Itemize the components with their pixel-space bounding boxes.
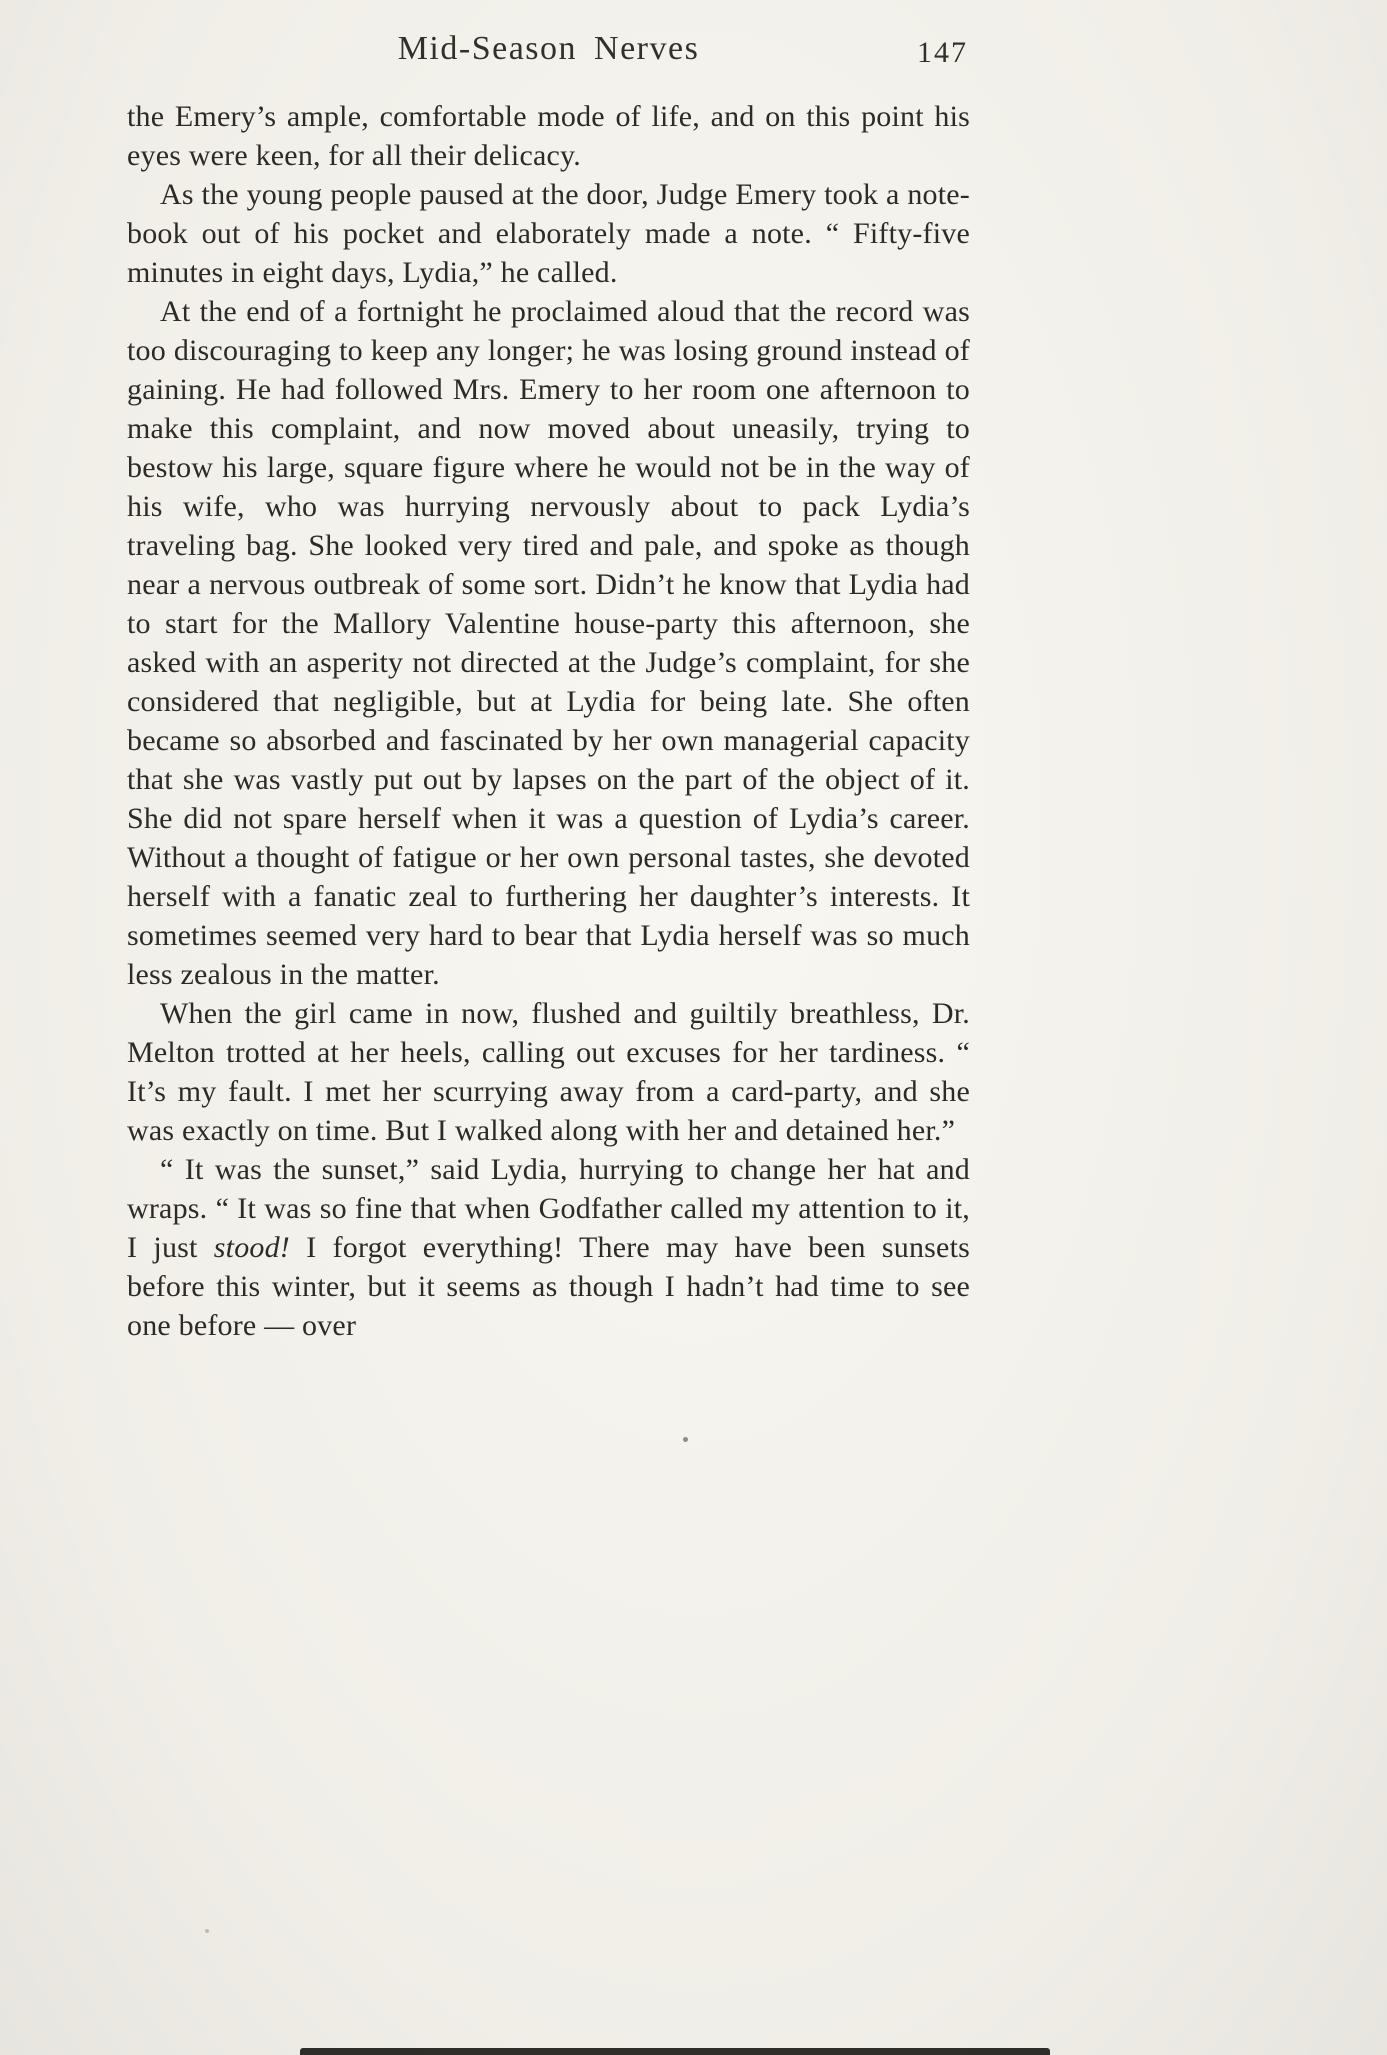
text-segment: At the end of a fortnight he proclaimed aloud that the record was too discouraging to keep any longer; he was losing ground instead of gaining. He had followed Mrs. Emery to her room one afternoon to make this complaint, and now moved about uneasily, trying to bestow his large, square figure where he would not be in the way of his wife, who was hurrying nervously about to pack Lydia’s traveling bag. She looked very tired and pale, and spoke as though near a nervous outbreak of some sort. Didn’t he know that Lydia had to start for the Mallory Valentine house-party this afternoon, she asked with an asperity not directed at the Judge’s complaint, for she considered that negligible, but at Lydia for being late. She often became so absorbed and fascinated by her own managerial capacity that she was vastly put out by lapses on the part of the object of it. She did not spare herself when it was a question of Lydia’s career. Without a thought of fatigue or her own personal tastes, she devoted herself with a fanatic zeal to furthering her daughter’s interests. It sometimes seemed very hard to bear that Lydia herself was so much less zealous in the matter. [127, 295, 970, 991]
text-segment: the Emery’s ample, comfortable mode of life, and on this point his eyes were keen, for all their delicacy. [127, 100, 970, 172]
paragraph [127, 994, 970, 1150]
text-segment: I forgot everything! There may have been sunsets before this winter, but it seems as though I hadn’t had time to see one before — over [127, 1231, 970, 1342]
page-header [127, 30, 970, 80]
page-number: 147 [917, 36, 968, 69]
paragraph [127, 97, 970, 175]
running-title: Mid-Season Nerves [397, 30, 700, 67]
scan-speck [205, 1929, 209, 1933]
scan-speck [683, 1437, 688, 1442]
paragraph [127, 292, 970, 994]
paragraph [127, 1150, 970, 1345]
scan-edge-artifact [300, 2048, 1050, 2055]
page-text [127, 97, 970, 1345]
text-segment: As the young people paused at the door, Judge Emery took a note-book out of his pocket and elaborately made a note. “ Fifty-five minutes in eight days, Lydia,” he called. [127, 178, 970, 289]
text-segment: When the girl came in now, flushed and guiltily breathless, Dr. Melton trotted at her heels, calling out excuses for her tardiness. “ It’s my fault. I met her scurrying away from a card-party, and she was exactly on time. But I walked along with her and detained her.” [127, 997, 970, 1147]
text-segment: “ It was the sunset,” said Lydia, hurrying to change her hat and wraps. “ It was so fine that when Godfather called my attention to it, I just [127, 1153, 970, 1264]
paragraph [127, 175, 970, 292]
italic-text-segment: stood! [213, 1231, 290, 1264]
